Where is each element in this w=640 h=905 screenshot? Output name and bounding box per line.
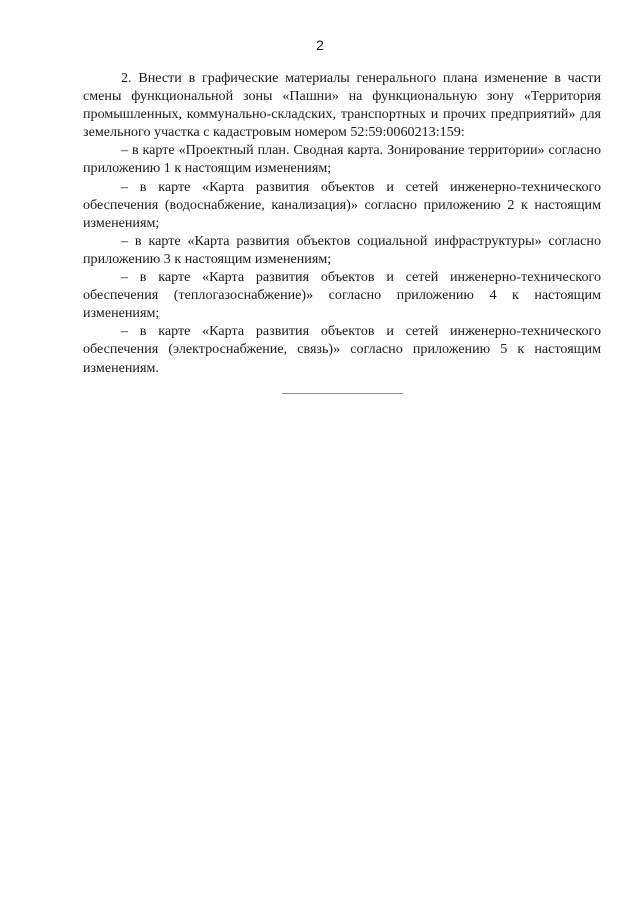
page-number: 2 <box>316 37 324 53</box>
end-separator-line <box>282 393 403 394</box>
list-item: – в карте «Карта развития объектов и сетей инженерно-технического обеспечения (теплогазоснабжение)» согласно приложению 4 к настоящим изменениям; <box>83 269 601 322</box>
intro-paragraph: 2. Внести в графические материалы генерального плана изменение в части смены функциональной зоны «Пашни» на функциональную зону «Территория промышленных, коммунально-складских, транспортных и прочих предприятий» для земельного участка с кадастровым номером 52:59:0060213:159: <box>83 70 601 141</box>
list-item: – в карте «Карта развития объектов и сетей инженерно-технического обеспечения (электроснабжение, связь)» согласно приложению 5 к настоящим изменениям. <box>83 323 601 376</box>
document-body <box>83 69 601 377</box>
list-item: – в карте «Проектный план. Сводная карта. Зонирование территории» согласно приложению 1 к настоящим изменениям; <box>83 142 601 177</box>
list-item: – в карте «Карта развития объектов и сетей инженерно-технического обеспечения (водоснабжение, канализация)» согласно приложению 2 к настоящим изменениям; <box>83 178 601 231</box>
list-item: – в карте «Карта развития объектов социальной инфраструктуры» согласно приложению 3 к настоящим изменениям; <box>83 232 601 267</box>
